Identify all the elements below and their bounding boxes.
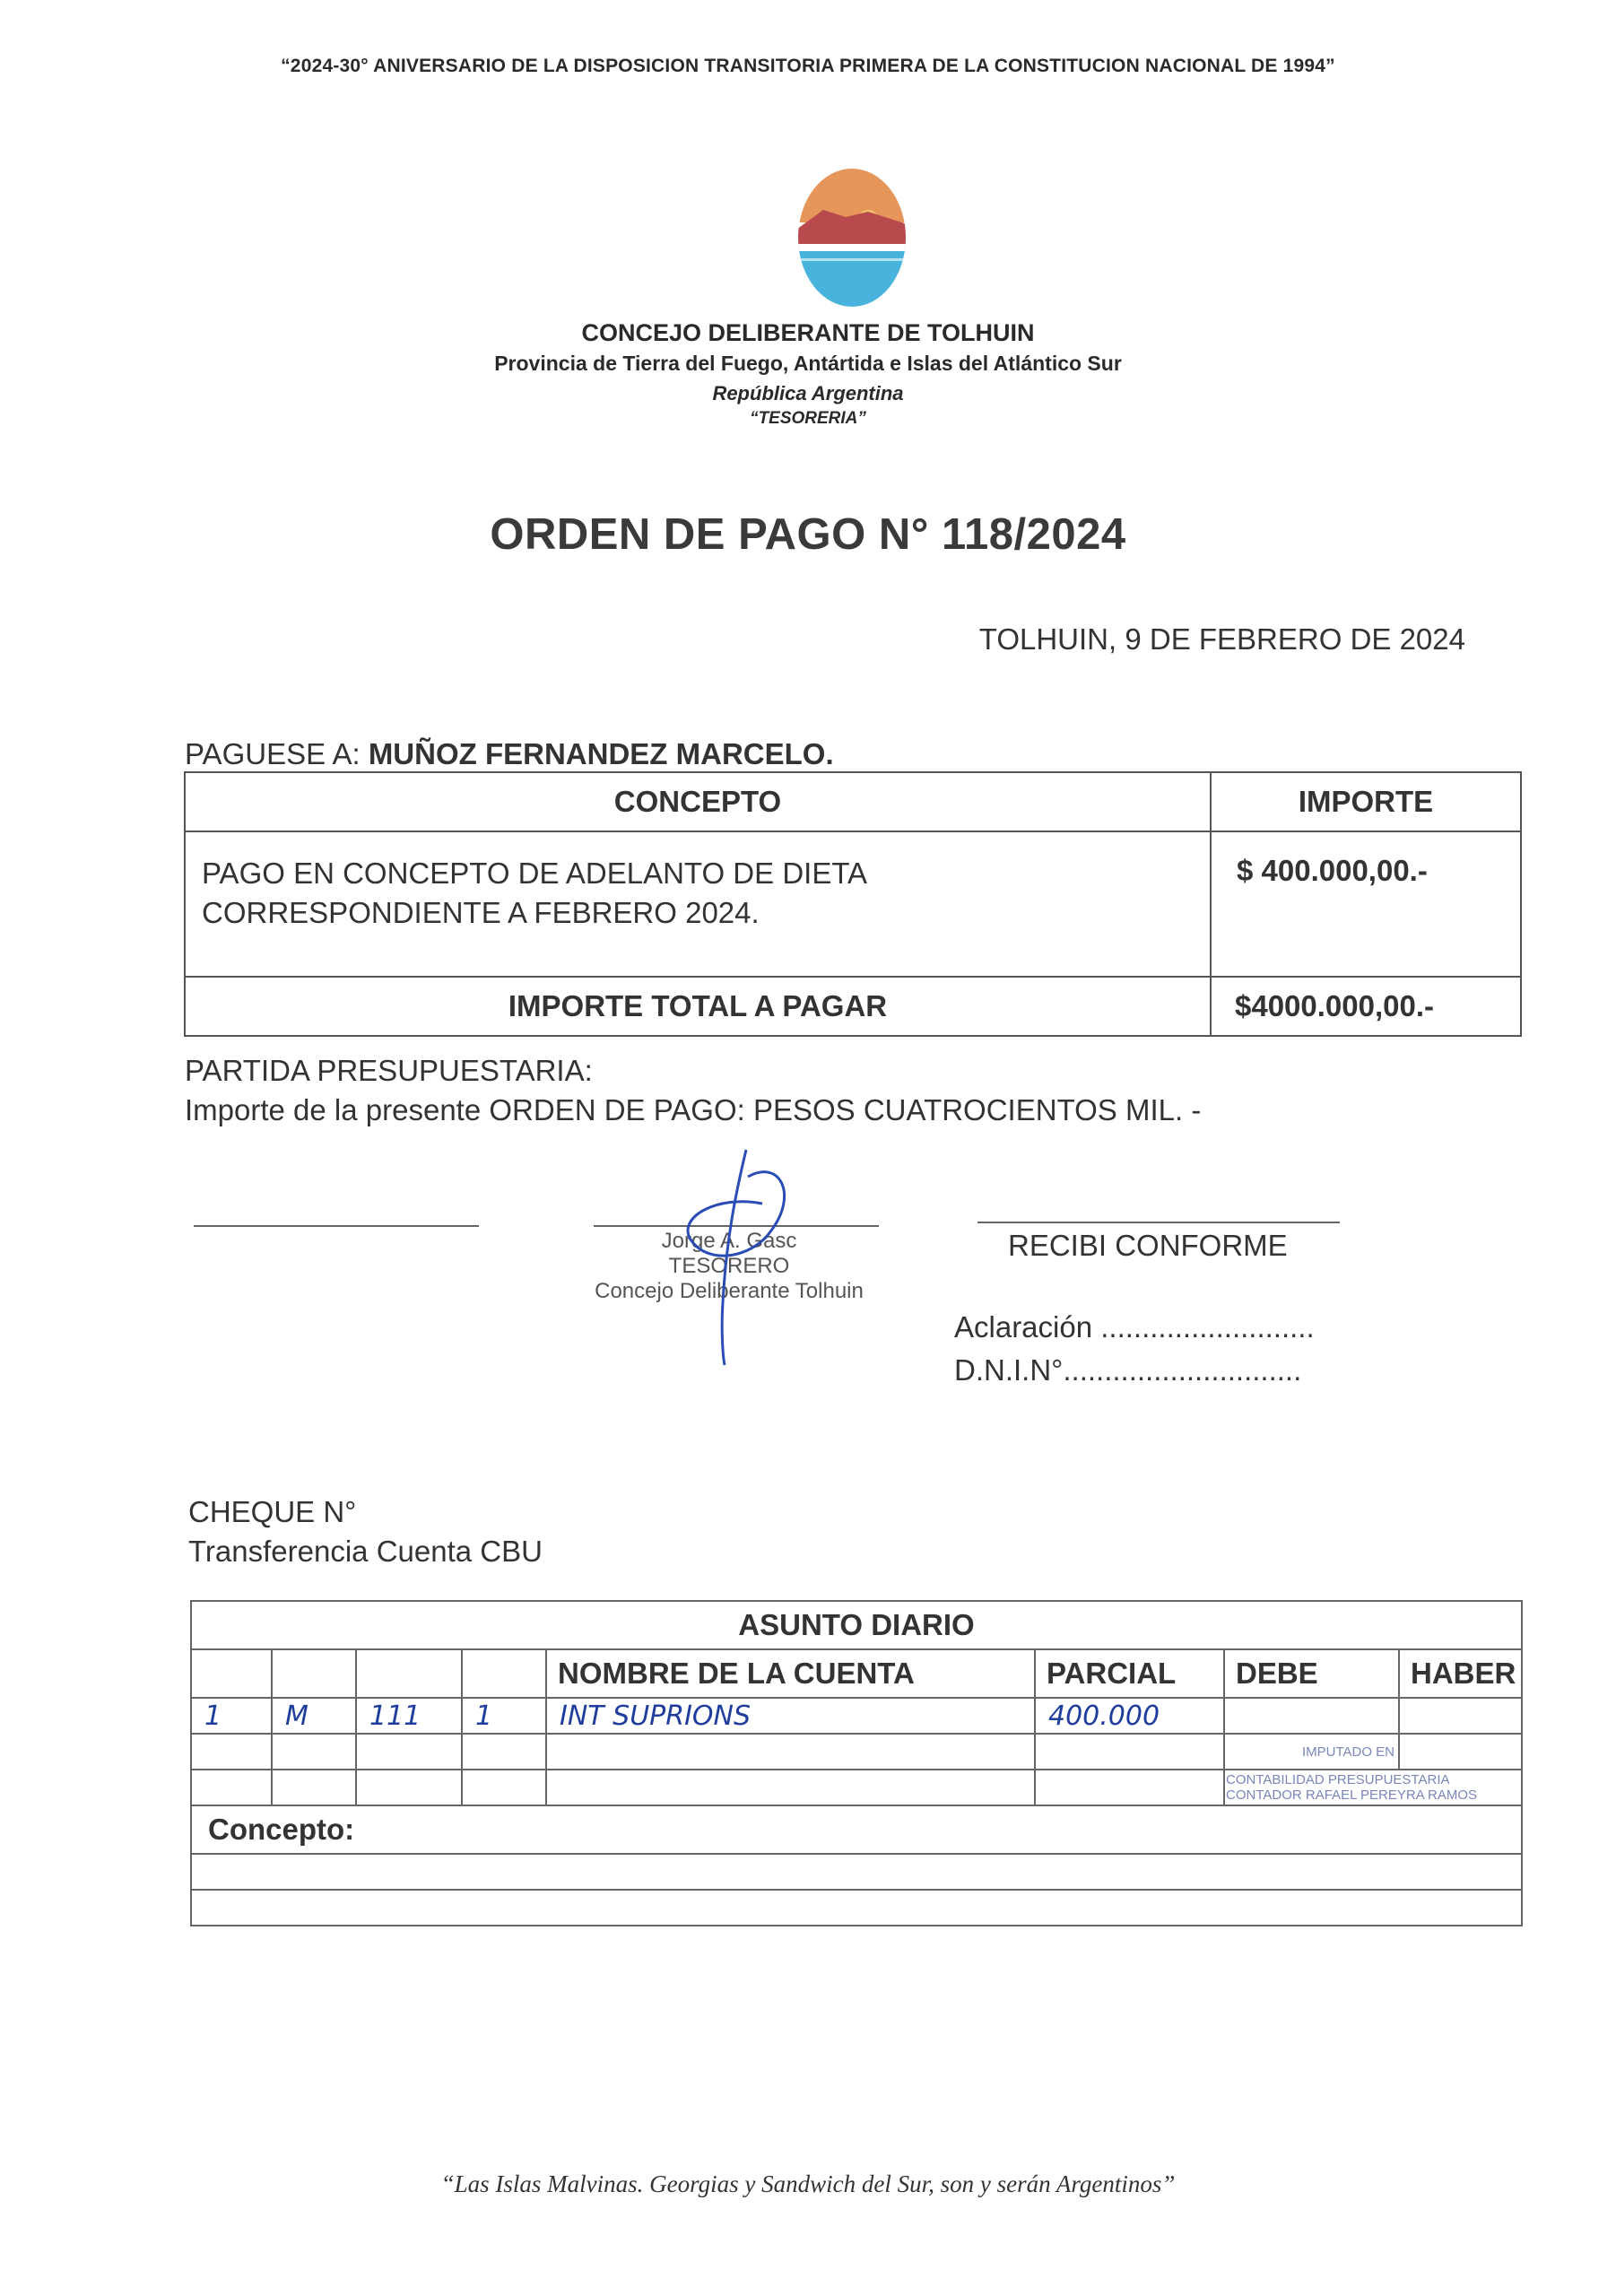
partida-importe: Importe de la presente ORDEN DE PAGO: PESOS CUATROCIENTOS MIL. -: [185, 1093, 1202, 1126]
cheque-block: [188, 1492, 543, 1571]
account-name: INT SUPRIONS: [546, 1698, 1035, 1734]
country-name: República Argentina: [712, 382, 904, 404]
debe-value: [1224, 1698, 1399, 1734]
document-date: TOLHUIN, 9 DE FEBRERO DE 2024: [978, 622, 1465, 656]
stamp-line-1: IMPUTADO EN: [1301, 1744, 1394, 1760]
transfer-label: Transferencia Cuenta CBU: [188, 1535, 543, 1568]
stamp-line-2: CONTABILIDAD PRESUPUESTARIA: [1226, 1772, 1450, 1787]
anniversary-banner: “2024-30° ANIVERSARIO DE LA DISPOSICION TRANSITORIA PRIMERA DE LA CONSTITUCION NACIONAL DE 1994”: [281, 56, 1335, 76]
account-code-header-2: [272, 1649, 356, 1698]
concept-line-1: PAGO EN CONCEPTO DE ADELANTO DE DIETA: [202, 857, 868, 890]
empty-cell: [462, 1770, 546, 1805]
empty-cell: [462, 1734, 546, 1770]
payment-table: [184, 771, 1522, 1037]
payee-name: MUÑOZ FERNANDEZ MARCELO.: [368, 737, 834, 770]
signature-line-left: [194, 1225, 479, 1227]
nombre-cuenta-header: NOMBRE DE LA CUENTA: [546, 1649, 1035, 1698]
province-name: Provincia de Tierra del Fuego, Antártida e Islas del Atlántico Sur: [494, 352, 1122, 375]
debe-header: DEBE: [1224, 1649, 1399, 1698]
department-name: “TESORERIA”: [750, 409, 866, 428]
concepto-label: Concepto:: [191, 1805, 1522, 1854]
partida-block: [185, 1051, 1201, 1130]
haber-value: [1399, 1698, 1522, 1734]
empty-cell: [1035, 1734, 1224, 1770]
empty-cell: [546, 1734, 1035, 1770]
aclaracion-line: Aclaración ..........................: [954, 1310, 1315, 1344]
aclaracion-block: [954, 1306, 1315, 1392]
concept-line-2: CORRESPONDIENTE A FEBRERO 2024.: [202, 896, 760, 929]
organization-name: CONCEJO DELIBERANTE DE TOLHUIN: [581, 319, 1035, 346]
cheque-label: CHEQUE N°: [188, 1495, 357, 1528]
account-code-4: 1: [462, 1698, 546, 1734]
diario-title: ASUNTO DIARIO: [191, 1601, 1522, 1649]
handwritten-signature: [664, 1141, 825, 1374]
diario-table: [190, 1600, 1523, 1926]
concepto-header: CONCEPTO: [185, 772, 1211, 831]
account-code-1: 1: [191, 1698, 272, 1734]
empty-cell: [272, 1734, 356, 1770]
account-code-header-1: [191, 1649, 272, 1698]
empty-cell: [356, 1734, 462, 1770]
payee-label: PAGUESE A:: [185, 737, 361, 770]
importe-header: IMPORTE: [1211, 772, 1521, 831]
dni-line: D.N.I.N°.............................: [954, 1353, 1302, 1387]
tesorero-org: Concejo Deliberante Tolhuin: [595, 1279, 864, 1303]
tesorero-name: Jorge A. Gasc: [661, 1229, 797, 1253]
payee-line: [185, 737, 834, 771]
empty-cell: [1035, 1770, 1224, 1805]
recibi-conforme: RECIBI CONFORME: [1008, 1229, 1288, 1262]
account-code-header-4: [462, 1649, 546, 1698]
empty-cell: [356, 1770, 462, 1805]
total-label: IMPORTE TOTAL A PAGAR: [185, 977, 1211, 1036]
concepto-line: [191, 1890, 1522, 1926]
haber-header: HABER: [1399, 1649, 1522, 1698]
empty-cell: [191, 1734, 272, 1770]
empty-cell: [546, 1770, 1035, 1805]
parcial-value: 400.000: [1035, 1698, 1224, 1734]
document-title: ORDEN DE PAGO N° 118/2024: [490, 510, 1126, 559]
footer-motto: “Las Islas Malvinas. Georgias y Sandwich del Sur, son y serán Argentinos”: [440, 2170, 1176, 2197]
account-code-3: 111: [356, 1698, 462, 1734]
concepto-line: [191, 1854, 1522, 1890]
account-code-header-3: [356, 1649, 462, 1698]
contabilidad-stamp: [1224, 1734, 1399, 1770]
total-amount: $4000.000,00.-: [1211, 977, 1521, 1036]
contabilidad-stamp-lines: [1224, 1770, 1522, 1805]
account-code-2: M: [272, 1698, 356, 1734]
empty-cell: [191, 1770, 272, 1805]
tesorero-role: TESORERO: [668, 1254, 790, 1278]
partida-label: PARTIDA PRESUPUESTARIA:: [185, 1054, 593, 1087]
parcial-header: PARCIAL: [1035, 1649, 1224, 1698]
empty-cell: [1399, 1734, 1522, 1770]
empty-cell: [272, 1770, 356, 1805]
stamp-line-3: CONTADOR RAFAEL PEREYRA RAMOS: [1226, 1787, 1478, 1803]
amount-cell: $ 400.000,00.-: [1211, 831, 1521, 977]
council-logo: [796, 167, 908, 309]
concept-cell: [185, 831, 1211, 977]
signature-line-recibi: [977, 1222, 1340, 1223]
